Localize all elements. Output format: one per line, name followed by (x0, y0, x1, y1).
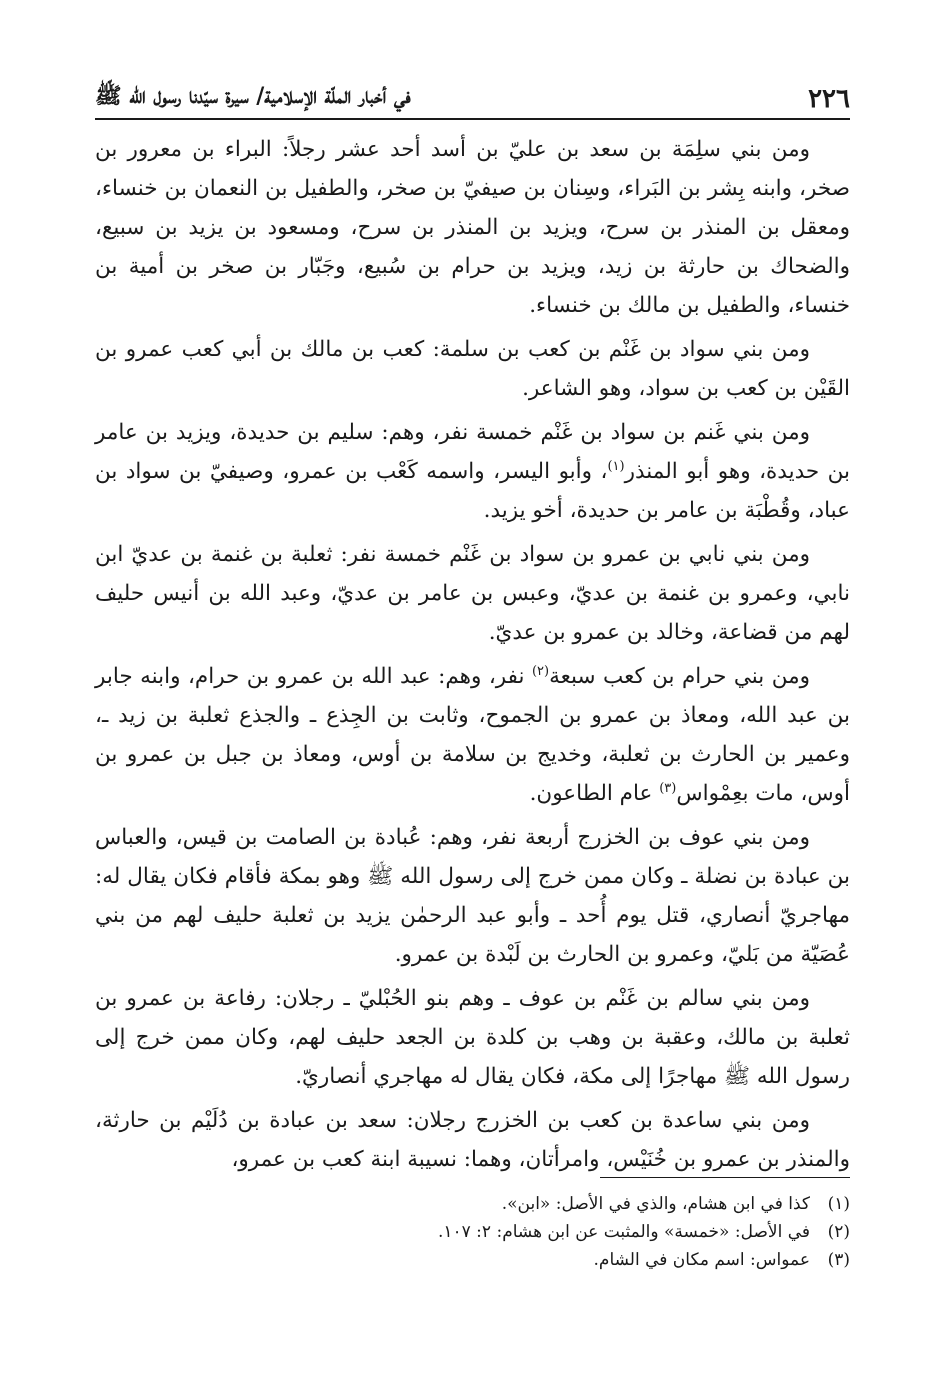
body-text (95, 130, 850, 1184)
paragraph (95, 413, 850, 530)
footnote-text: في الأصل: «خمسة» والمثبت عن ابن هشام: ٢: ١٠٧. (437, 1222, 810, 1242)
paragraph: ومن بني سالم بن غَنْم بن عوف ـ وهم بنو الحُبْليّ ـ رجلان: رفاعة بن عمرو بن ثعلبة بن مالك، وعقبة بن وهب بن كلدة بن الجعد حليف لهم، وكان ممن خرج إلى رسول الله ﷺ مهاجرًا إلى مكة، فكان يقال له مهاجري أنصاريّ. (95, 986, 850, 1089)
footnote-number: (٢) (827, 1222, 850, 1242)
running-title: في أخبار الملّة الإسلامية/ سيرة سيّدنا رسول الله ﷺ (95, 83, 411, 109)
footnote-text: عمواس: اسم مكان في الشام. (593, 1250, 810, 1270)
footnotes (95, 1190, 850, 1274)
paragraph: ومن بني ساعدة بن كعب بن الخزرج رجلان: سعد بن عبادة بن دُلَيْم بن حارثة، والمنذر بن عمرو بن خُنَيْس، وامرأتان، وهما: نسيبة ابنة كعب بن عمرو، (95, 1108, 850, 1172)
paragraph-text: عام الطاعون. (529, 781, 660, 806)
paragraph (95, 657, 850, 813)
page-number: ٢٢٦ (808, 84, 850, 114)
footnote-number: (٣) (827, 1250, 850, 1270)
paragraph-text: ومن بني غَنم بن سواد بن غَنْم خمسة نفر، وهم: سليم بن حديدة، ويزيد بن عامر بن حديدة، وهو أبو المنذر (95, 420, 850, 484)
paragraph: ومن بني سواد بن غَنْم بن كعب بن سلمة: كعب بن مالك بن أبي كعب عمرو بن القَيْن بن كعب بن سواد، وهو الشاعر. (95, 337, 850, 401)
paragraph: ومن بني عوف بن الخزرج أربعة نفر، وهم: عُبادة بن الصامت بن قيس، والعباس بن عبادة بن نضلة ـ وكان ممن خرج إلى رسول الله ﷺ وهو بمكة فأقام فكان يقال له: مهاجريّ أنصاري، قتل يوم أُحد ـ وأبو عبد الرحمٰن يزيد بن ثعلبة حليف لهم من بني عُصَيّة من بَليّ، وعمرو بن الحارث بن لَبْدة بن عمرو. (95, 825, 850, 967)
footnote (95, 1190, 850, 1218)
paragraph: ومن بني نابي بن عمرو بن سواد بن غَنْم خمسة نفر: ثعلبة بن غنمة بن عديّ ابن نابي، وعمرو بن غنمة بن عديّ، وعبس بن عامر بن عديّ، وعبد الله بن أنيس حليف لهم من قضاعة، وخالد بن عمرو بن عديّ. (95, 542, 850, 645)
paragraph-text: ومن بني حرام بن كعب سبعة (549, 664, 810, 689)
footnote-ref: (٢) (531, 663, 550, 679)
page-header (95, 78, 850, 120)
paragraph: ومن بني سلِمَة بن سعد بن عليّ بن أسد أحد عشر رجلاً: البراء بن معرور بن صخر، وابنه بِشر بن البَراء، وسِنان بن صيفيّ بن صخر، والطفيل بن النعمان بن خنساء، ومعقل بن المنذر بن سرح، ويزيد بن المنذر بن سرح، ومسعود بن يزيد بن سبيع، والضحاك بن حارثة بن زيد، ويزيد بن حرام بن سُبيع، وجَبّار بن صخر بن أمية بن خنساء، والطفيل بن مالك بن خنساء. (95, 137, 850, 318)
footnote (95, 1246, 850, 1274)
paragraph-text: ، وأبو اليسر، واسمه كَعْب بن عمرو، وصيفيّ بن سواد بن عباد، وقُطْبَة بن عامر بن حديدة، أخو يزيد. (95, 459, 850, 523)
footnote-ref: (١) (607, 458, 625, 474)
footnote-divider (600, 1177, 850, 1178)
footnote-number: (١) (827, 1194, 850, 1214)
paragraph-text: نفر، وهم: عبد الله بن عمرو بن حرام، وابنه جابر بن عبد الله، ومعاذ بن عمرو بن الجموح، وثابت بن الجِذع ـ والجذع ثعلبة بن زيد ـ، وعمير بن الحارث بن ثعلبة، وخديج بن سلامة بن أوس، ومعاذ بن جبل بن عمرو بن أوس، مات بعِمْواس (95, 664, 850, 806)
footnote (95, 1218, 850, 1246)
footnote-text: كذا في ابن هشام، والذي في الأصل: «ابن». (501, 1194, 810, 1214)
footnote-ref: (٣) (659, 780, 677, 796)
